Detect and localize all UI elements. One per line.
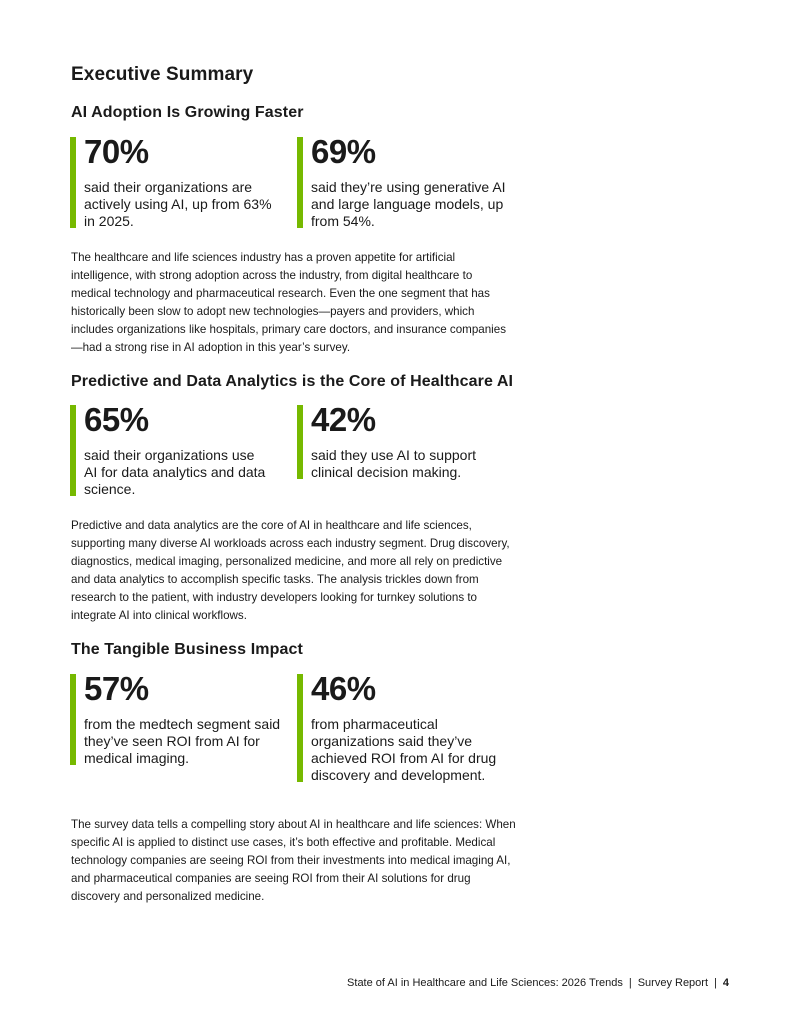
footer-separator: |: [628, 977, 632, 989]
stat-value: 42%: [311, 401, 376, 438]
body-paragraph-predictive: Predictive and data analytics are the core of AI in healthcare and life sciences, supporting many diverse AI workloads across each industry segment. Drug discovery, diagnostics, medical imaging, personalized medicine, and more all rely on predictive and data analytics to accomplish specific tasks. The analysis trickles down from research to the patient, with industry developers looking for turnkey solutions to integrate AI into clinical workflows.: [71, 519, 510, 622]
stat-value: 69%: [311, 133, 376, 170]
page-number: 4: [722, 977, 729, 989]
stat-description: from the medtech segment said they’ve seen ROI from AI for medical imaging.: [84, 716, 281, 766]
stat-description: from pharmaceutical organizations said they’ve achieved ROI from AI for drug discovery and development.: [311, 716, 497, 783]
stat-card-clinical-decision: [297, 401, 511, 481]
stat-description: said their organizations use AI for data analytics and data science.: [84, 447, 266, 497]
stat-card-adoption: [70, 133, 284, 230]
stat-card-medtech-roi: [70, 670, 289, 767]
stat-description: said their organizations are actively using AI, up from 63% in 2025.: [84, 179, 272, 229]
stat-value: 57%: [84, 670, 149, 707]
stat-card-data-analytics: [70, 401, 269, 498]
section-heading-predictive-analytics: Predictive and Data Analytics is the Core of Healthcare AI: [71, 373, 514, 390]
stat-description: said they’re using generative AI and large language models, up from 54%.: [311, 179, 506, 229]
stat-value: 70%: [84, 133, 149, 170]
page-footer: [347, 977, 729, 989]
footer-separator: |: [714, 977, 717, 989]
stat-card-generative-ai: [297, 133, 511, 230]
footer-report-type: Survey Report: [637, 977, 709, 989]
body-paragraph-adoption: The healthcare and life sciences industry has a proven appetite for artificial intelligence, with strong adoption across the industry, from digital healthcare to medical technology and pharmaceutical research. Even the one segment that has historically been slow to adopt new technologies—payers and providers, which includes organizations like hospitals, primary care doctors, and insurance companies—had a strong rise in AI adoption in this year’s survey.: [71, 251, 506, 354]
section-heading-business-impact: The Tangible Business Impact: [71, 641, 303, 658]
footer-report-title: State of AI in Healthcare and Life Sciences: 2026 Trends: [347, 977, 623, 989]
section-heading-ai-adoption: AI Adoption Is Growing Faster: [71, 104, 304, 121]
stat-card-pharma-roi: [297, 670, 501, 784]
stat-value: 46%: [311, 670, 376, 707]
stat-value: 65%: [84, 401, 149, 438]
page-title: Executive Summary: [71, 64, 254, 85]
body-paragraph-business-impact: The survey data tells a compelling story about AI in healthcare and life sciences: When specific AI is applied to distinct use cases, it’s both effective and profitable. Medical technology companies are seeing ROI from their investments into medical imaging AI, and pharmaceutical companies are seeing ROI from their AI solutions for drug discovery and personalized medicine.: [71, 818, 516, 903]
stat-description: said they use AI to support clinical decision making.: [311, 447, 476, 480]
